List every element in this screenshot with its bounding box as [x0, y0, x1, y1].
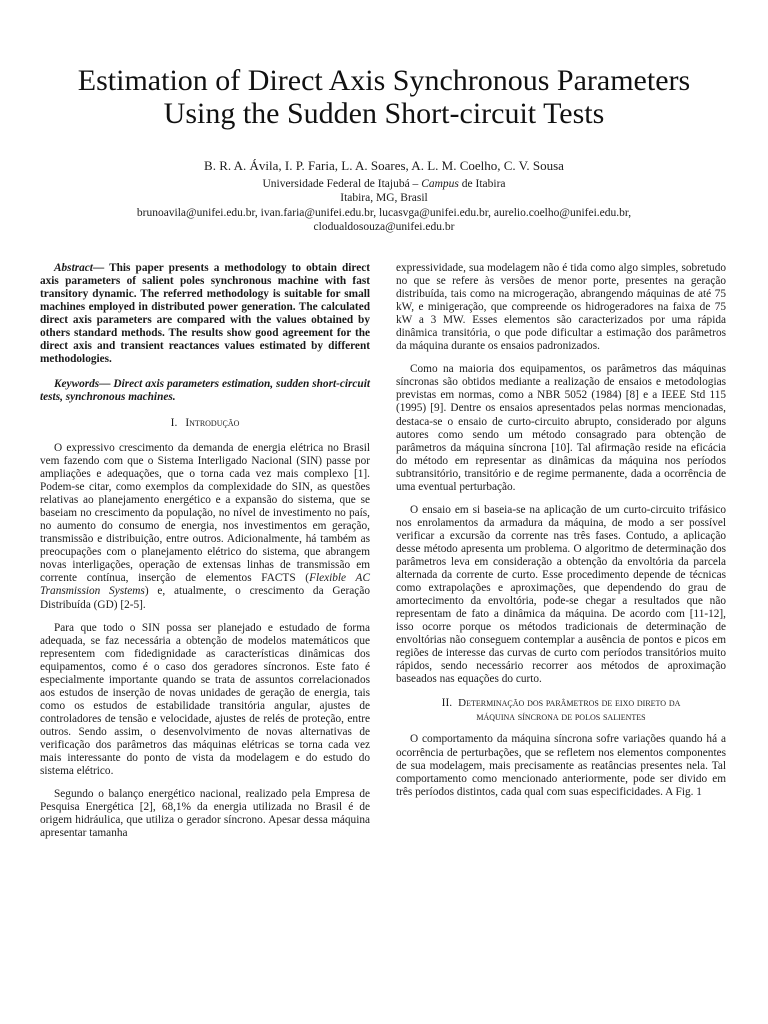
paper-title [30, 64, 738, 130]
author-list: B. R. A. Ávila, I. P. Faria, L. A. Soares, A. L. M. Coelho, C. V. Sousa [204, 158, 564, 173]
emails-line-2: clodualdosouza@unifei.edu.br [313, 220, 455, 233]
section-2-heading: II. Determinação dos parâmetros de eixo direto da máquina síncrona de polos salientes [441, 697, 681, 724]
affiliation-block [30, 177, 738, 234]
keywords-paragraph: Keywords— Direct axis parameters estimation, sudden short-circuit tests, synchronous machines. [40, 378, 370, 404]
right-column [396, 262, 726, 799]
intro-paragraph-4: Como na maioria dos equipamentos, os parâmetros das máquinas síncronas são obtidos mediante a realização de ensaios e metodologias previstas em normas, como a NBR 5052 (1984) [8] e a IEEE Std 115 (1995) [9]. Dentre os ensaios apresentados pelas normas mencionadas, destaca-se o ensaio de curto-circuito abrupto, considerado por alguns autores como sendo um método consagrado para obtenção de parâmetros da máquina síncrona [10]. Tal afirmação reside na eficácia do método em representar as dinâmicas da máquina nos períodos subtransitório, transitório e de regime permanente, dada a ocorrência de uma eventual perturbação. [396, 363, 726, 493]
city-line: Itabira, MG, Brasil [340, 192, 428, 205]
title-line-2: Using the Sudden Short-circuit Tests [163, 97, 605, 130]
intro-paragraph-3-continued: expressividade, sua modelagem não é tida como algo simples, sobretudo no que se refere às versões de menor porte, presentes na geração distribuída, tais como na microgeração, abrangendo máquinas de até 75 kW, e minigeração, que compreende os hidrogeradores na faixa de 75 kW a 3 MW. Esses elementos são caracterizados por uma rápida dinâmica transitória, o que pode dificultar a estimação dos parâmetros da máquina durante os ensaios padronizados. [396, 262, 726, 353]
intro-paragraph-1: O expressivo crescimento da demanda de energia elétrica no Brasil vem fazendo com que o Sistema Interligado Nacional (SIN) passe por ampliações e adequações, que o torna cada vez mais complexo [1]. Podem-se citar, como exemplos da complexidade do SIN, as questões relativas ao planejamento energético e a expansão do sistema, que se baseiam no crescimento da população, no nível de investimento no país, no aumento do consumo de energia, nos investimentos em geração, transmissão e distribuição, entre outros. Adicionalmente, há também as preocupações com o planejamento elétrico do sistema, que abrangem novas interligações, operação de extensas linhas de transmissão em corrente contínua, inserção de elementos FACTS (Flexible AC Transmission Systems) e, atualmente, o crescimento da Geração Distribuída (GD) [2-5]. [40, 441, 370, 611]
abstract-paragraph: Abstract— This paper presents a methodology to obtain direct axis parameters of salient poles synchronous machine with fast transitory dynamic. The referred methodology is suitable for small machines employed in distributed power generation. The calculated direct axis parameters are compared with the values obtained by others standard methods. The results show good agreement for the direct axis and transient reactances values estimated by different methodologies. [40, 262, 370, 366]
title-line-1: Estimation of Direct Axis Synchronous Parameters [77, 64, 691, 97]
university-line: Universidade Federal de Itajubá – Campus de Itabira [262, 178, 506, 190]
intro-paragraph-3: Segundo o balanço energético nacional, realizado pela Empresa de Pesquisa Energética [2], 68,1% da energia utilizada no Brasil é de origem hidráulica, que utiliza o gerador síncrono. Apesar dessa máquina apresentar tamanha [40, 788, 370, 840]
emails-line-1: brunoavila@unifei.edu.br, ivan.faria@unifei.edu.br, lucasvga@unifei.edu.br, aurelio.coelho@unifei.edu.br, [136, 206, 632, 219]
section-1-heading: I. Introdução [170, 417, 240, 430]
intro-paragraph-5: O ensaio em si baseia-se na aplicação de um curto-circuito trifásico nos enrolamentos da armadura da máquina, de modo a ser possível verificar a excursão da corrente nas três fases. Contudo, a aplicação desse método apresenta um problema. O algoritmo de determinação dos parâmetros leva em consideração a obtenção da envoltória da parcela alternada da corrente de curto. Esse procedimento depende de técnicas como extrapolações e aproximações, que dependendo do grau de amortecimento da envoltória, pode-se chegar a resultados que não representam de fato a dinâmica da máquina. De acordo com [11-12], isso ocorre porque os métodos tradicionais de determinação de envoltórias não conseguem contemplar a ausência de pontos e picos em regiões de interesse das curvas de curto com períodos transitórios muito rápidos, sendo necessário recorrer aos métodos de aproximação baseados nas equações do curto. [396, 503, 726, 686]
left-column [40, 262, 370, 840]
intro-paragraph-2: Para que todo o SIN possa ser planejado e estudado de forma adequada, se faz necessária a obtenção de modelos matemáticos que representem com fidedignidade as características dinâmicas dos equipamentos, como é o caso dos geradores síncronos. Este fato é especialmente importante quando se trata de assuntos correlacionados aos estudos de inserção de novas unidades de geração de energia, tais como os estudos de estabilidade transitória angular, ajustes de controladores de tensão e velocidade, ajustes de relés de proteção, entre outros. Sendo assim, o desenvolvimento de novas alternativas de verificação dos parâmetros das máquinas elétricas se torna cada vez mais interessante do ponto de vista da modelagem e do estudo do sistema elétrico. [40, 621, 370, 778]
section-2-paragraph-1: O comportamento da máquina síncrona sofre variações quando há a ocorrência de perturbações, que se refletem nos elementos componentes de sua modelagem, mais precisamente as reatâncias presentes nela. Tal comportamento como mencionado anteriormente, pode ser divido em três períodos distintos, cada qual com suas especificidades. A Fig. 1 [396, 733, 726, 798]
